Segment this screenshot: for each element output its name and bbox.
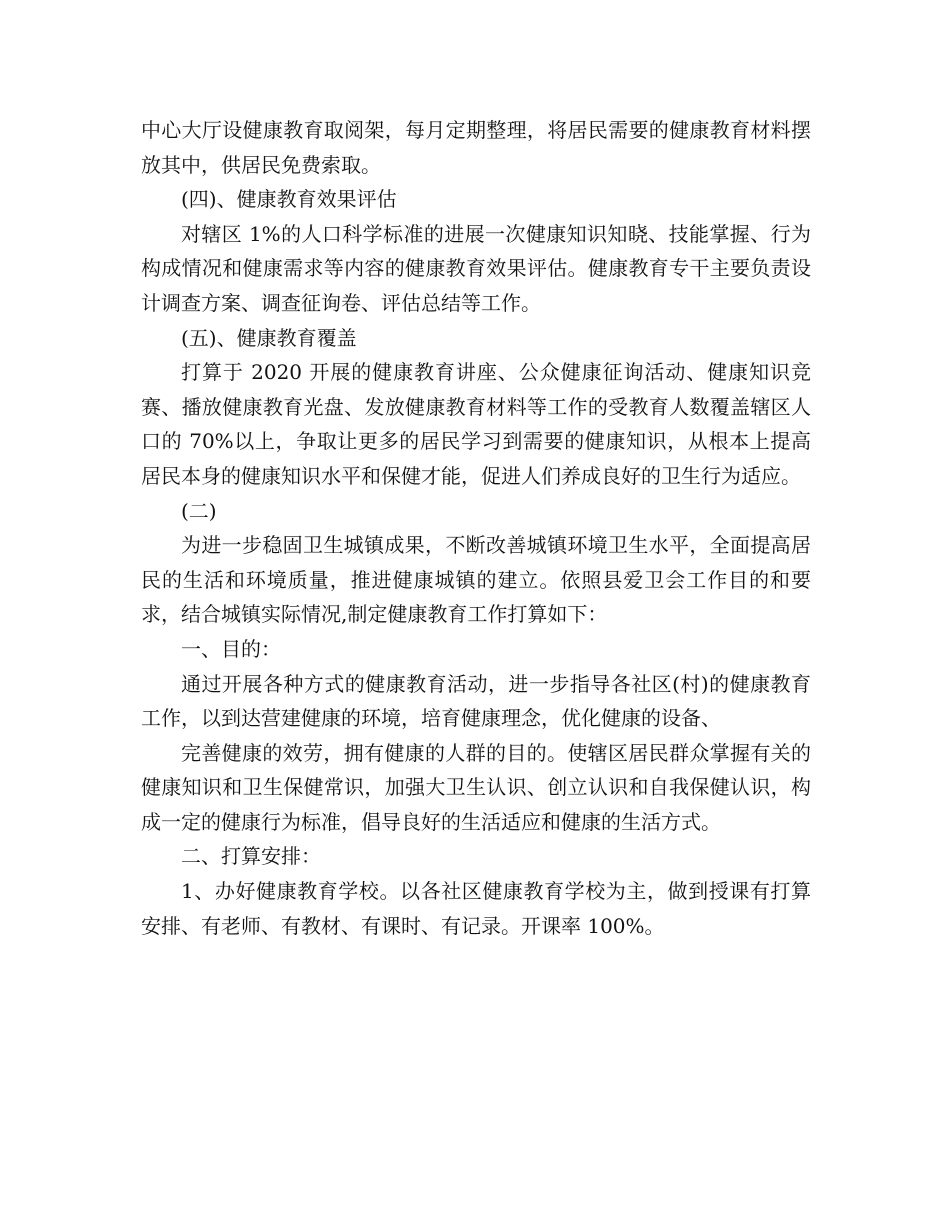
section-heading-2: (二) xyxy=(181,498,217,523)
paragraph-purpose-continued: 完善健康的效劳，拥有健康的人群的目的。使辖区居民群众掌握有关的健康知识和卫生保健常识，加强大卫生认识、创立认识和自我保健认识，构成一定的健康行为标准，倡导良好的生活适应和健康的生活方式。 xyxy=(141,740,811,834)
paragraph-plan-item-1: 1、办好健康教育学校。以各社区健康教育学校为主，做到授课有打算安排、有老师、有教材、有课时、有记录。开课率 100%。 xyxy=(141,879,811,938)
paragraph-purpose: 通过开展各种方式的健康教育活动，进一步指导各社区(村)的健康教育工作，以到达营建健康的环境，培育健康理念，优化健康的设备、 xyxy=(141,671,811,731)
paragraph-coverage: 打算于 2020 开展的健康教育讲座、公众健康征询活动、健康知识竞赛、播放健康教育光盘、发放健康教育材料等工作的受教育人数覆盖辖区人口的 70%以上，争取让更多的居民学习到需要的健康知识，从根本上提高居民本身的健康知识水平和保健才能，促进人们养成良好的卫生行为适应。 xyxy=(141,360,811,488)
section-heading-4: (四)、健康教育效果评估 xyxy=(181,187,397,212)
paragraph-evaluation: 对辖区 1%的人口科学标准的进展一次健康知识知晓、技能掌握、行为构成情况和健康需求等内容的健康教育效果评估。健康教育专干主要负责设计调查方案、调查征询卷、评估总结等工作。 xyxy=(141,221,811,315)
paragraph-continuation: 中心大厅设健康教育取阅架，每月定期整理，将居民需要的健康教育材料摆放其中，供居民免费索取。 xyxy=(141,118,811,177)
heading-plan: 二、打算安排： xyxy=(181,844,321,869)
heading-purpose: 一、目的： xyxy=(181,636,281,661)
section-heading-5: (五)、健康教育覆盖 xyxy=(181,325,357,350)
document-page xyxy=(141,113,811,943)
paragraph-intro: 为进一步稳固卫生城镇成果，不断改善城镇环境卫生水平，全面提高居民的生活和环境质量，推进健康城镇的建立。依照县爱卫会工作目的和要求，结合城镇实际情况,制定健康教育工作打算如下： xyxy=(141,533,811,627)
